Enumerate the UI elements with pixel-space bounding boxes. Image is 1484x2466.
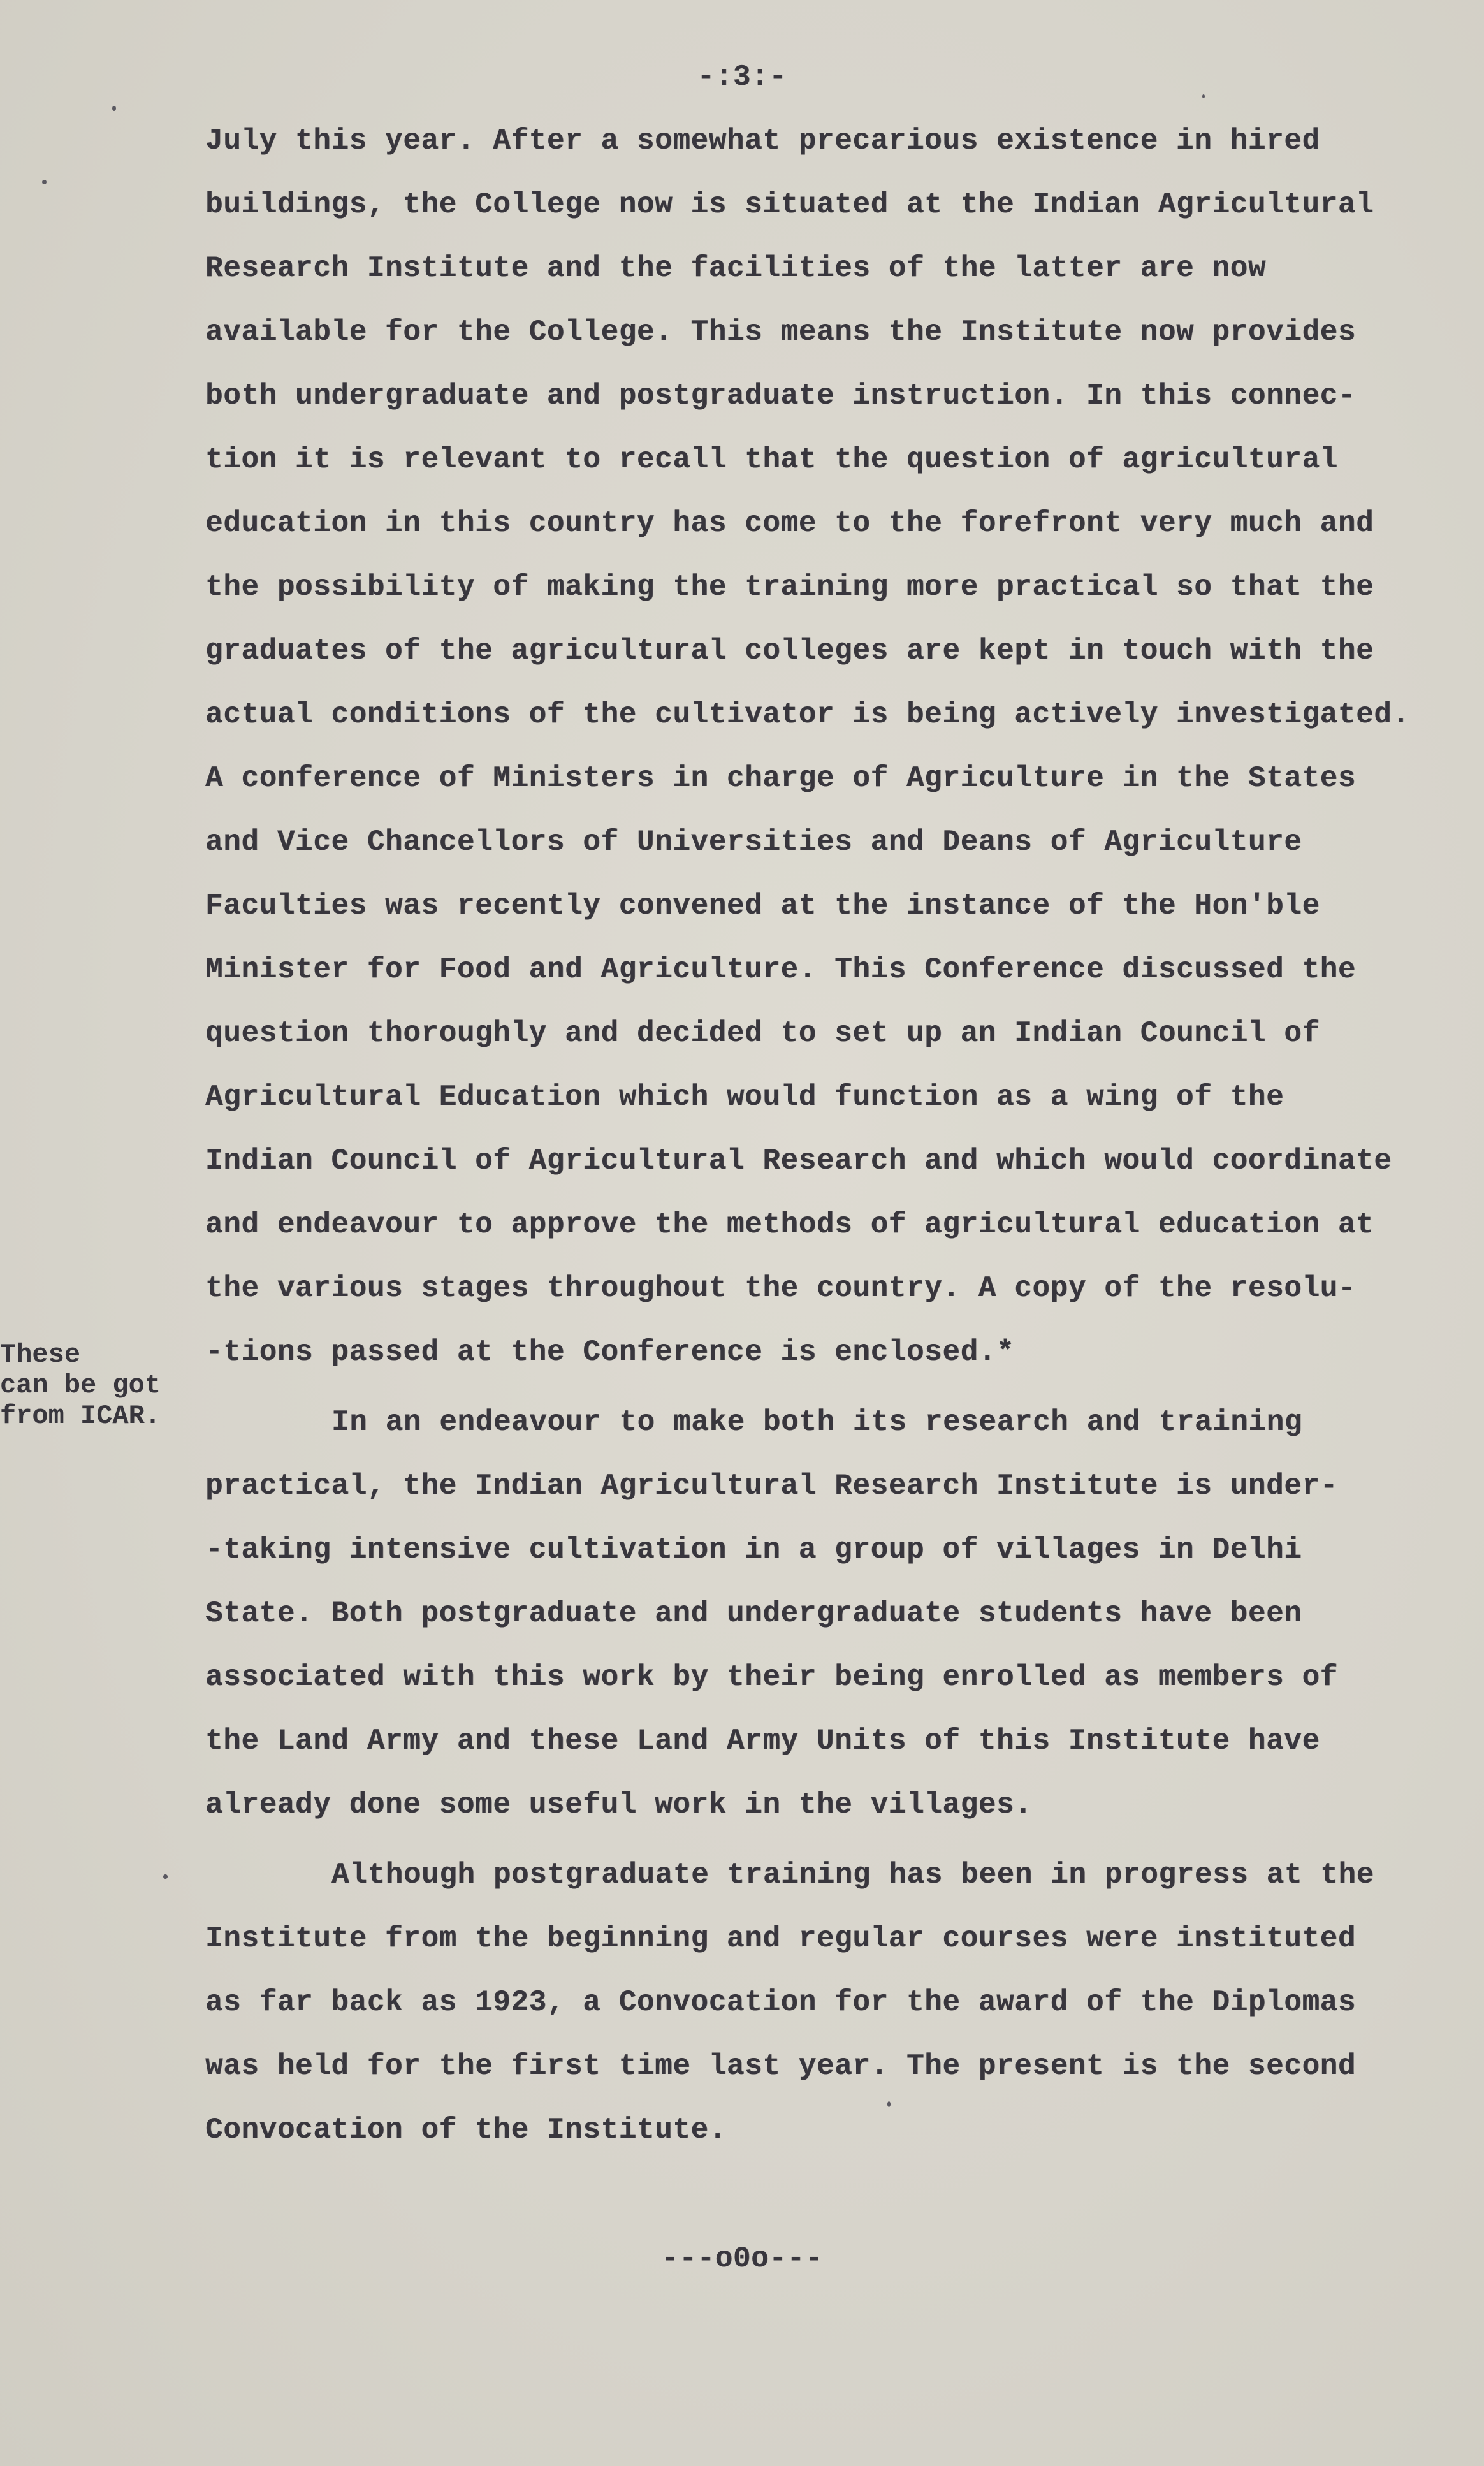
paragraph1-line: buildings, the College now is situated at the Indian Agricultural [205, 188, 1374, 221]
paragraph1-line: Minister for Food and Agriculture. This Conference discussed the [205, 953, 1357, 986]
paragraph1-line: both undergraduate and postgraduate instruction. In this connec- [205, 379, 1357, 412]
paragraph1-line: Research Institute and the facilities of the latter are now [205, 252, 1267, 285]
page-number: -:3:- [697, 61, 787, 94]
paragraph3-line: Institute from the beginning and regular courses were instituted [205, 1922, 1357, 1955]
paragraph2-line: already done some useful work in the villages. [205, 1788, 1033, 1821]
paragraph2-line: -taking intensive cultivation in a group of villages in Delhi [205, 1533, 1302, 1566]
paragraph1-line: the possibility of making the training more practical so that the [205, 571, 1374, 604]
paragraph1-line: -tions passed at the Conference is enclosed.* [205, 1336, 1015, 1369]
paper-speck [112, 106, 116, 111]
paragraph1-line: Agricultural Education which would function as a wing of the [205, 1081, 1284, 1114]
paragraph1-line: Indian Council of Agricultural Research and which would coordinate [205, 1144, 1392, 1178]
paper-speck [887, 2101, 891, 2107]
paragraph1-line: graduates of the agricultural colleges are kept in touch with the [205, 634, 1374, 668]
margin-note-line: from ICAR. [0, 1401, 161, 1431]
margin-note-line: can be got [0, 1370, 161, 1401]
paragraph1-line: question thoroughly and decided to set up an Indian Council of [205, 1017, 1320, 1050]
paragraph2-line: practical, the Indian Agricultural Research Institute is under- [205, 1470, 1338, 1503]
margin-note-line: These [0, 1339, 81, 1370]
paragraph1-line: July this year. After a somewhat precarious existence in hired [205, 124, 1320, 157]
paragraph1-line: actual conditions of the cultivator is being actively investigated. [205, 698, 1410, 731]
paragraph1-line: tion it is relevant to recall that the question of agricultural [205, 443, 1338, 476]
paper-speck [42, 180, 47, 184]
paragraph1-line: education in this country has come to the forefront very much and [205, 507, 1374, 540]
paragraph2-line: State. Both postgraduate and undergraduate students have been [205, 1597, 1302, 1630]
paragraph1-line: and endeavour to approve the methods of agricultural education at [205, 1208, 1374, 1241]
paragraph2-line: the Land Army and these Land Army Units of this Institute have [205, 1725, 1320, 1758]
paragraph1-line: and Vice Chancellors of Universities and Deans of Agriculture [205, 826, 1302, 859]
paragraph3-line: Although postgraduate training has been in progress at the [331, 1858, 1374, 1892]
paragraph1-line: the various stages throughout the country. A copy of the resolu- [205, 1272, 1357, 1305]
paragraph2-line: associated with this work by their being enrolled as members of [205, 1661, 1338, 1694]
paragraph3-line: Convocation of the Institute. [205, 2113, 727, 2147]
paper-speck [163, 1874, 168, 1879]
paragraph1-line: available for the College. This means the Institute now provides [205, 316, 1357, 349]
paper-speck [1202, 94, 1205, 98]
paragraph1-line: A conference of Ministers in charge of Agriculture in the States [205, 762, 1357, 795]
paragraph1-line: Faculties was recently convened at the instance of the Hon'ble [205, 889, 1320, 923]
paragraph3-line: as far back as 1923, a Convocation for the award of the Diplomas [205, 1986, 1357, 2019]
paragraph3-line: was held for the first time last year. The present is the second [205, 2050, 1357, 2083]
end-mark: ---o0o--- [661, 2242, 823, 2275]
paragraph2-line: In an endeavour to make both its research and training [331, 1406, 1303, 1439]
